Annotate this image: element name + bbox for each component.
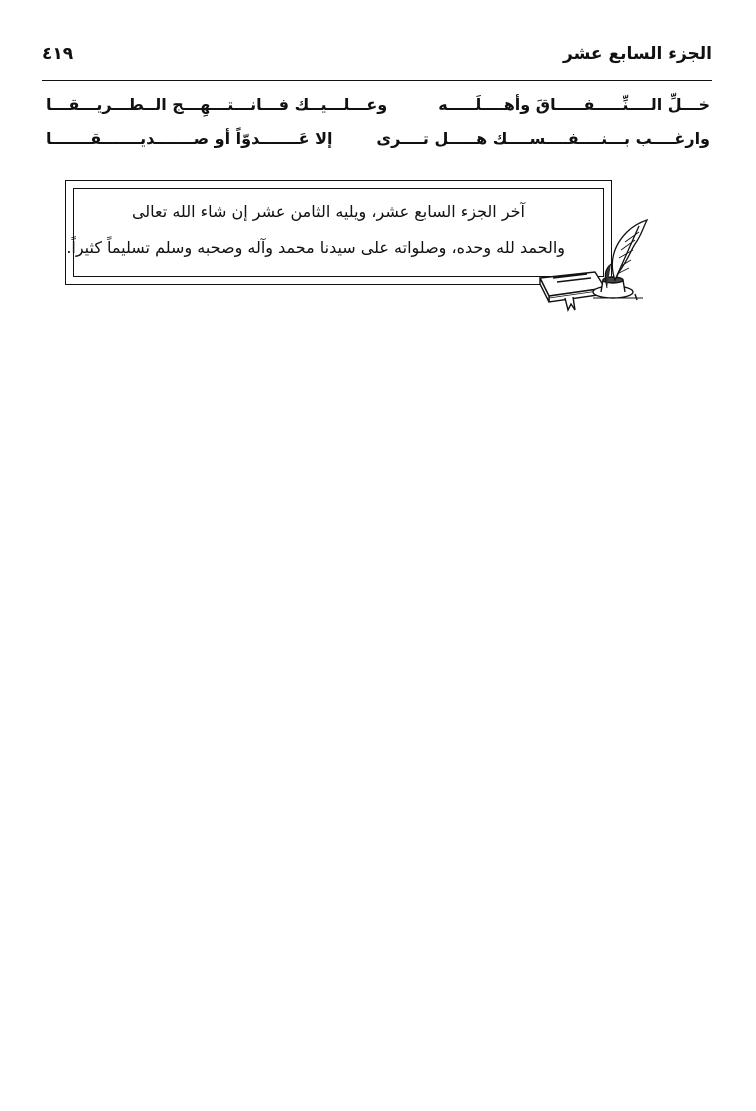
colophon-line-1: آخر الجزء السابع عشر، ويليه الثامن عشر إن شاء الله تعالى — [131, 202, 525, 221]
colophon-line-2: والحمد لله وحده، وصلواته على سيدنا محمد وآله وصحبه وسلم تسليماً كثيراً. — [66, 238, 565, 257]
header-rule — [42, 80, 712, 81]
verse-2-first-hemistich: وارغــــب بـــنــــفــــســــك هـــــل تــــرى — [376, 129, 710, 148]
quill-inkwell-book-icon — [535, 218, 650, 313]
verse-2 — [42, 129, 712, 163]
page-number: ٤١٩ — [42, 44, 74, 64]
verse-1 — [42, 95, 712, 129]
colophon-box — [65, 180, 655, 320]
poem — [42, 95, 712, 163]
verse-2-second-hemistich: إلا عَـــــــدوّاً أو صـــــــديـــــــقـــــــا — [46, 129, 333, 148]
running-title: الجزء السابع عشر — [563, 44, 712, 64]
page-header — [42, 44, 712, 72]
verse-1-second-hemistich: وعـــلـــيــك فـــانـــتـــهِـــج الــطـــريـــقـــا — [46, 95, 388, 114]
verse-1-first-hemistich: خـــلِّ الــــنِّـــــفـــــاقَ وأهــــلَـــــه — [438, 95, 710, 114]
